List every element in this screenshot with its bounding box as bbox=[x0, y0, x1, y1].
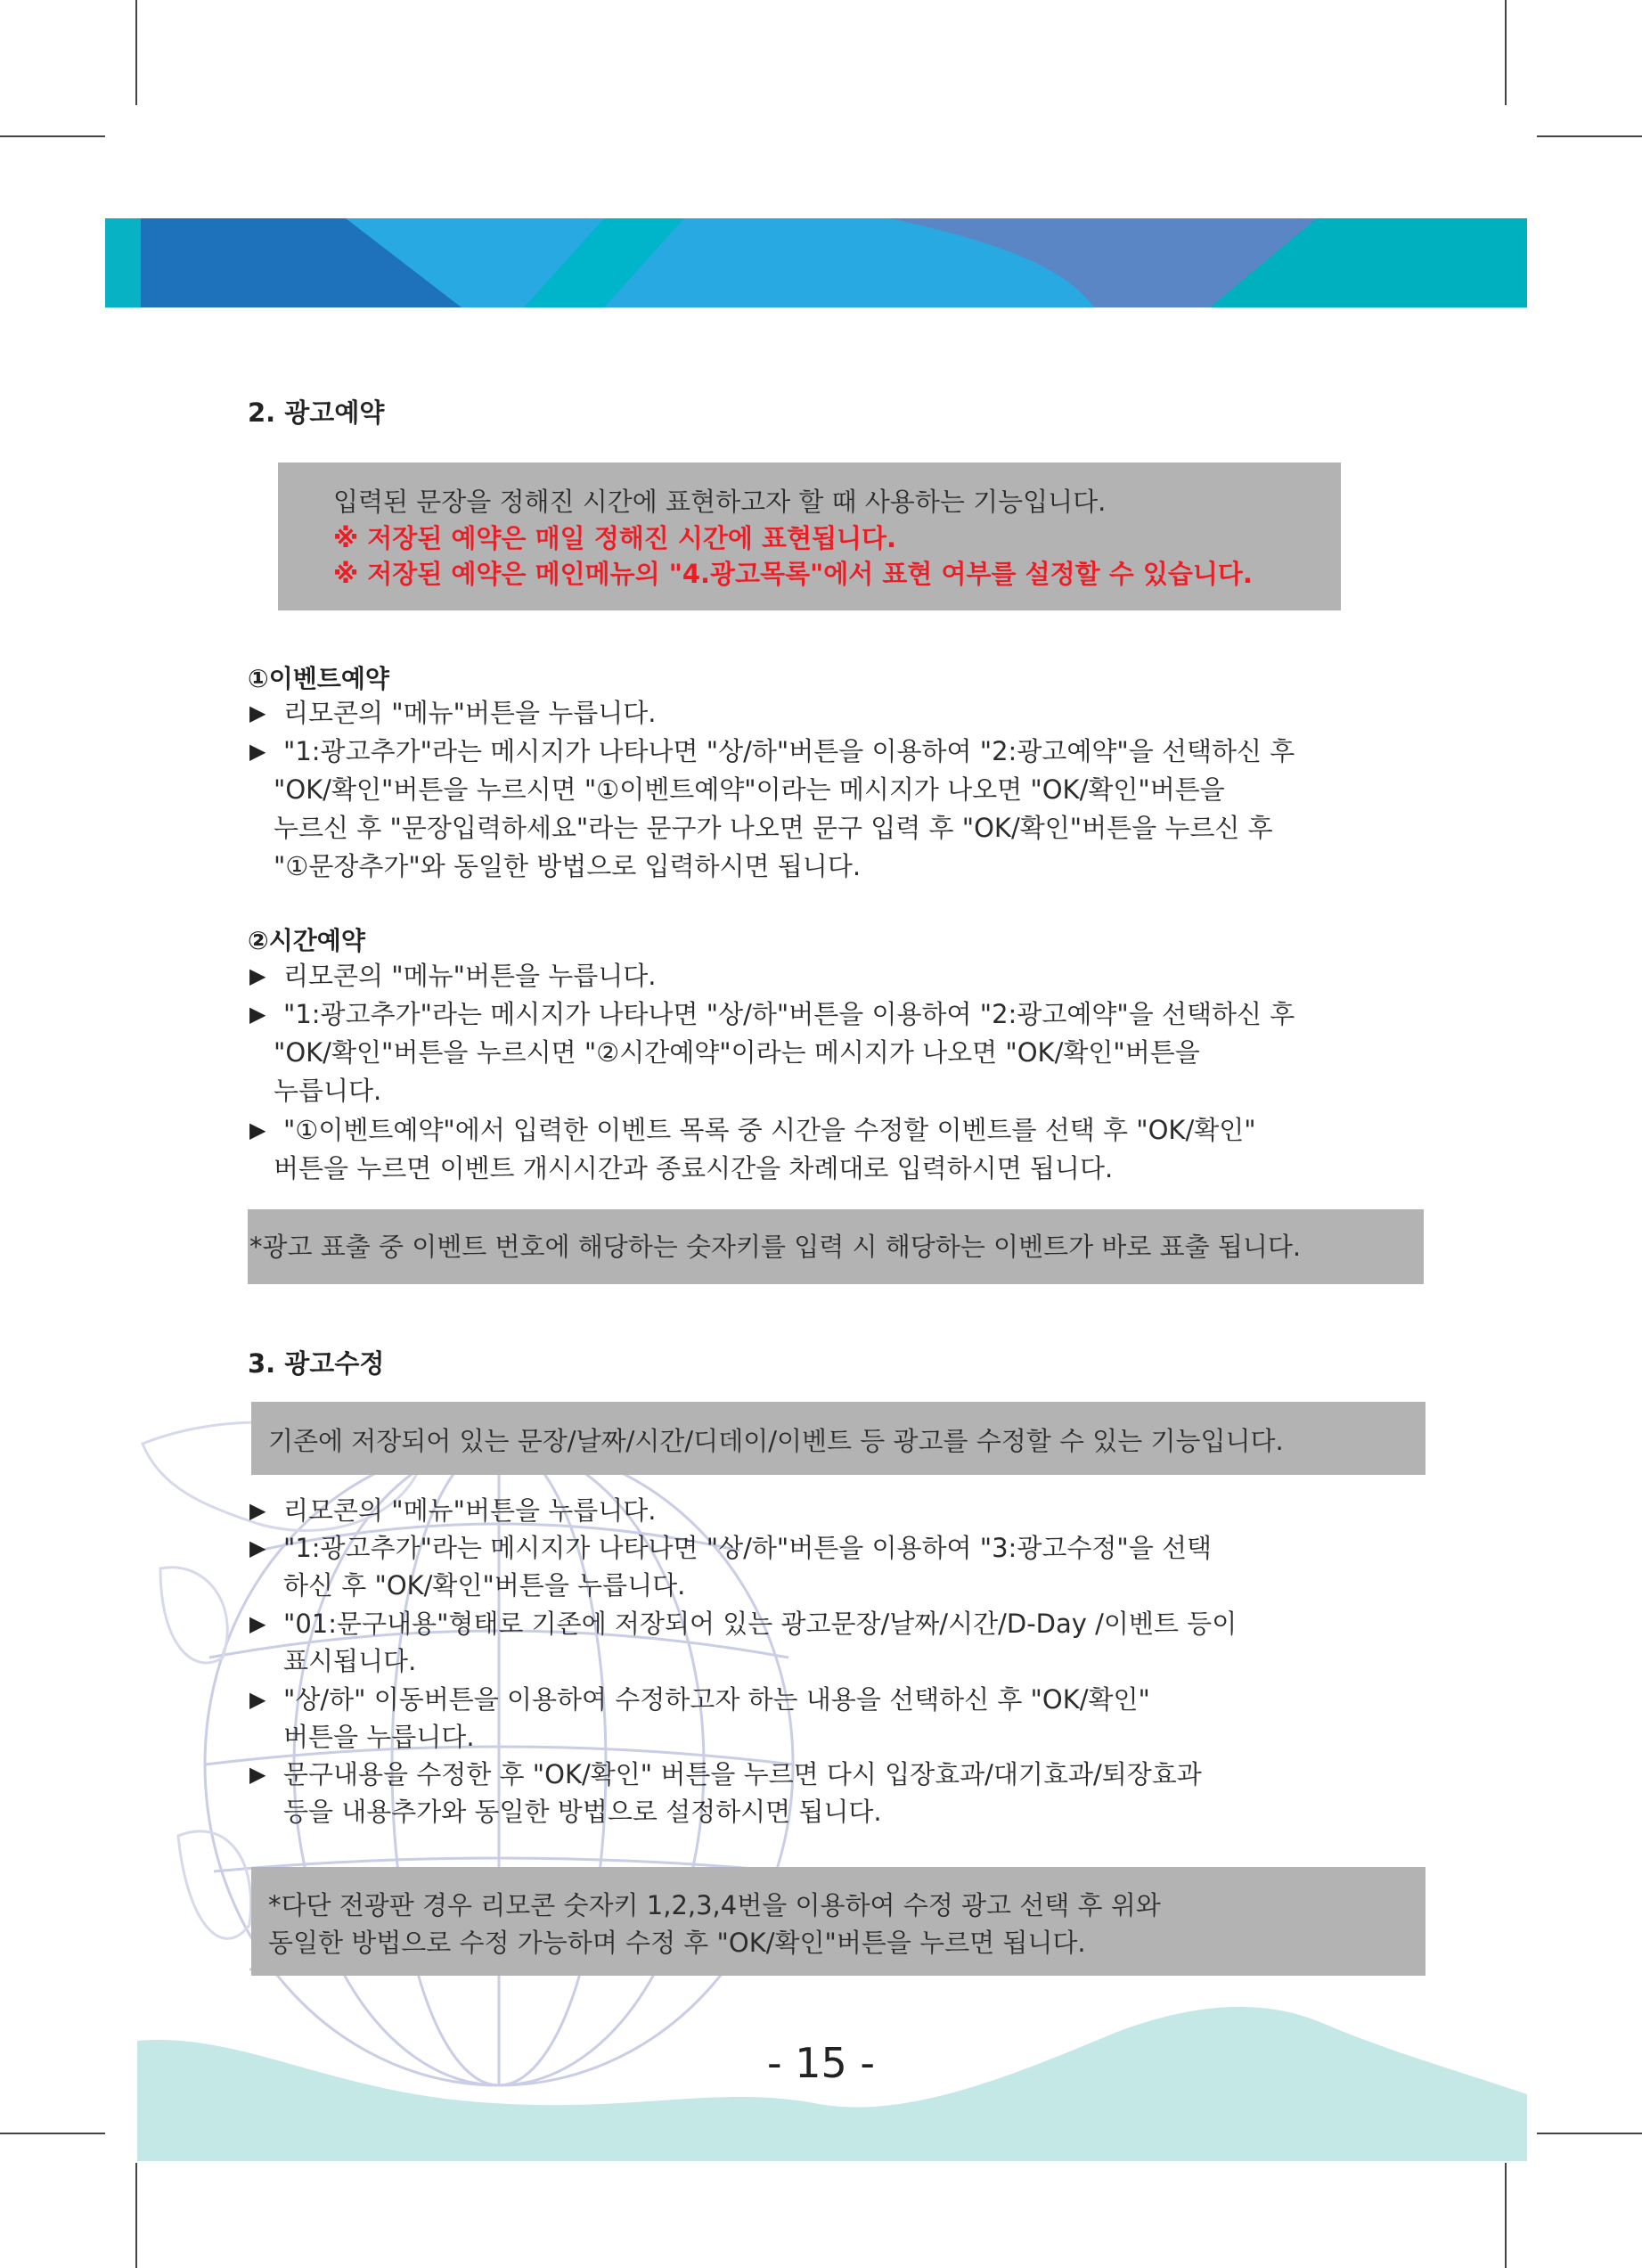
bullet-icon: ▶ bbox=[249, 1687, 266, 1712]
step-text: 버튼을 누르면 이벤트 개시시간과 종료시간을 차례대로 입력하시면 됩니다. bbox=[274, 1153, 1114, 1183]
step-text: "상/하" 이동버튼을 이용하여 수정하고자 하는 내용을 선택하신 후 "OK/확인" bbox=[283, 1684, 1150, 1715]
step-text: 표시됩니다. bbox=[283, 1646, 417, 1676]
crop-mark bbox=[0, 135, 105, 137]
step-text: "OK/확인"버튼을 누르시면 "①이벤트예약"이라는 메시지가 나오면 "OK/확인"버튼을 bbox=[274, 774, 1225, 805]
step-text: "1:광고추가"라는 메시지가 나타나면 "상/하"버튼을 이용하여 "3:광고수정"을 선택 bbox=[283, 1533, 1212, 1563]
crop-mark bbox=[135, 0, 137, 105]
crop-mark bbox=[0, 2133, 105, 2134]
bullet-icon: ▶ bbox=[249, 700, 266, 725]
crop-mark bbox=[1537, 2133, 1642, 2134]
warning-text: ※ 저장된 예약은 매일 정해진 시간에 표현됩니다. bbox=[333, 523, 897, 553]
bullet-icon: ▶ bbox=[249, 1762, 266, 1787]
bullet-icon: ▶ bbox=[249, 1535, 266, 1560]
info-text: 기존에 저장되어 있는 문장/날짜/시간/디데이/이벤트 등 광고를 수정할 수 있는 기능입니다. bbox=[268, 1426, 1284, 1456]
footnote-text: *광고 표출 중 이벤트 번호에 해당하는 숫자키를 입력 시 해당하는 이벤트가 바로 표출 됩니다. bbox=[249, 1232, 1302, 1262]
bullet-icon: ▶ bbox=[249, 1002, 266, 1027]
step-text: 누르신 후 "문장입력하세요"라는 문구가 나오면 문구 입력 후 "OK/확인"버튼을 누르신 후 bbox=[274, 813, 1273, 843]
info-text: 입력된 문장을 정해진 시간에 표현하고자 할 때 사용하는 기능입니다. bbox=[333, 487, 1107, 517]
bullet-icon: ▶ bbox=[249, 1611, 266, 1636]
section-title: 3. 광고수정 bbox=[248, 1348, 385, 1379]
step-text: 리모콘의 "메뉴"버튼을 누릅니다. bbox=[283, 698, 657, 728]
step-text: "01:문구내용"형태로 기존에 저장되어 있는 광고문장/날짜/시간/D-Day /이벤트 등이 bbox=[283, 1609, 1238, 1639]
bullet-icon: ▶ bbox=[249, 1118, 266, 1142]
step-text: 리모콘의 "메뉴"버튼을 누릅니다. bbox=[283, 961, 657, 991]
subsection-title: ②시간예약 bbox=[248, 926, 365, 955]
crop-mark bbox=[135, 2163, 137, 2268]
step-text: 문구내용을 수정한 후 "OK/확인" 버튼을 누르면 다시 입장효과/대기효과/퇴장효과 bbox=[283, 1759, 1202, 1789]
subsection-title: ①이벤트예약 bbox=[248, 664, 389, 693]
step-text: "①이벤트예약"에서 입력한 이벤트 목록 중 시간을 수정할 이벤트를 선택 후 "OK/확인" bbox=[283, 1115, 1256, 1145]
step-text: 누릅니다. bbox=[274, 1076, 382, 1106]
step-text: 하신 후 "OK/확인"버튼을 누릅니다. bbox=[283, 1570, 686, 1601]
step-text: "1:광고추가"라는 메시지가 나타나면 "상/하"버튼을 이용하여 "2:광고예약"을 선택하신 후 bbox=[283, 736, 1295, 766]
footnote-text: *다단 전광판 경우 리모콘 숫자키 1,2,3,4번을 이용하여 수정 광고 선택 후 위와 bbox=[268, 1890, 1161, 1920]
crop-mark bbox=[1505, 2163, 1507, 2268]
bullet-icon: ▶ bbox=[249, 1498, 266, 1523]
bullet-icon: ▶ bbox=[249, 963, 266, 988]
step-text: "OK/확인"버튼을 누르시면 "②시간예약"이라는 메시지가 나오면 "OK/확인"버튼을 bbox=[274, 1037, 1200, 1068]
section-title: 2. 광고예약 bbox=[248, 397, 385, 428]
step-text: "1:광고추가"라는 메시지가 나타나면 "상/하"버튼을 이용하여 "2:광고예약"을 선택하신 후 bbox=[283, 999, 1295, 1029]
step-text: "①문장추가"와 동일한 방법으로 입력하시면 됩니다. bbox=[274, 851, 862, 881]
crop-mark bbox=[1505, 0, 1507, 105]
bullet-icon: ▶ bbox=[249, 739, 266, 764]
page-number: - 15 - bbox=[767, 2039, 875, 2087]
step-text: 등을 내용추가와 동일한 방법으로 설정하시면 됩니다. bbox=[283, 1797, 882, 1827]
step-text: 버튼을 누릅니다. bbox=[283, 1722, 475, 1752]
step-text: 리모콘의 "메뉴"버튼을 누릅니다. bbox=[283, 1495, 657, 1526]
warning-text: ※ 저장된 예약은 메인메뉴의 "4.광고목록"에서 표현 여부를 설정할 수 있습니다. bbox=[333, 559, 1253, 589]
header-banner bbox=[105, 218, 1527, 307]
crop-mark bbox=[1537, 135, 1642, 137]
footnote-text: 동일한 방법으로 수정 가능하며 수정 후 "OK/확인"버튼을 누르면 됩니다. bbox=[268, 1928, 1086, 1958]
